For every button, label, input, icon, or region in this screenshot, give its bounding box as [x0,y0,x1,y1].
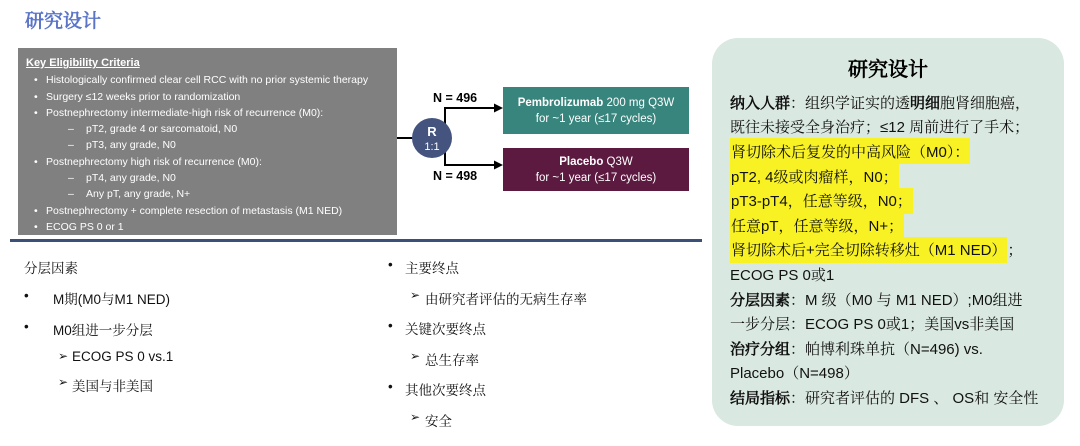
list-item-text: pT3, any grade, N0 [86,139,176,152]
bullet-icon: • [388,318,393,333]
list-item-text: M期(M0与M1 NED) [53,292,170,307]
list-item-text: 安全 [425,413,452,429]
highlighted-text: 任意pT，任意等级，N+； [730,212,904,238]
summary-text: 一步分层：ECOG PS 0或1；美国vs非美国 [730,316,1015,334]
list-item-text: 其他次要终点 [405,383,486,398]
list-item [26,137,389,153]
highlighted-text: pT3-pT4，任意等级，N0； [730,188,913,214]
bullet-icon: • [24,288,29,303]
summary-line [730,188,1046,213]
stratification-items [24,288,173,395]
summary-text: Placebo（N=498） [730,365,859,383]
list-item [26,219,389,235]
summary-line [730,238,1046,263]
summary-line [730,311,1046,336]
endpoints-list [388,257,587,440]
slide-title: 研究设计 [25,11,102,32]
list-item-text: Postnephrectomy high risk of recurrence (M0): [46,155,262,168]
list-item [24,288,173,308]
bullet-icon: • [388,257,393,272]
summary-text: ：研究者评估的 DFS 、 OS和 安全性 [790,389,1039,407]
bullet-icon: • [24,318,29,334]
list-item-text: 主要终点 [405,261,459,276]
bullet-icon: • [34,155,38,168]
bullet-icon: • [34,90,38,103]
summary-line [730,385,1046,410]
drug-dose: 200 mg Q3W [603,96,675,109]
randomization-r-label: R [427,124,437,139]
n-top-label: N = 496 [433,91,478,105]
list-item [24,375,173,395]
summary-text: ； [1007,242,1023,260]
summary-line [730,164,1046,189]
bullet-icon: • [34,74,38,87]
sub-bullet-icon: ➢ [410,409,421,424]
list-item [26,154,389,170]
summary-text: 既往未接受全身治疗；≤12 周前进行了手术； [730,119,1030,137]
sub-bullet-icon: ➢ [58,349,69,363]
list-item-text: 由研究者评估的无病生存率 [425,291,587,307]
eligibility-title: Key Eligibility Criteria [26,57,140,69]
list-item [388,379,587,399]
list-item-text: Any pT, any grade, N+ [86,188,191,201]
summary-text: 结局指标 [730,389,791,407]
summary-line [730,139,1046,164]
list-item-text: ECOG PS 0 or 1 [46,220,124,233]
arm-duration: for ~1 year (≤17 cycles) [535,112,657,125]
eligibility-list [26,72,389,235]
bottom-arm-connector [445,151,494,165]
bullet-icon: • [34,106,38,119]
pembrolizumab-arm-box [503,87,689,134]
sub-bullet-icon: – [68,172,74,185]
arrow-right-icon [494,161,503,170]
list-item [24,349,173,364]
list-item-text: Postnephrectomy intermediate-high risk of recurrence (M0): [46,106,324,119]
endpoints-items [388,257,587,430]
list-item-text: pT4, any grade, N0 [86,172,176,185]
list-item [388,318,587,338]
list-item [388,349,587,369]
highlighted-text: 肾切除术后复发的中高风险（M0）： [730,138,970,164]
list-item-text: Surgery ≤12 weeks prior to randomization [46,90,241,103]
list-item-text: 关键次要终点 [405,322,486,337]
summary-text: 胞肾细胞癌， [940,94,1031,112]
n-bottom-label: N = 498 [433,169,478,183]
arm-line1 [503,154,689,170]
list-item [26,72,389,88]
list-item [26,203,389,219]
sub-bullet-icon: – [68,123,74,136]
summary-text: 纳入人群 [730,94,791,112]
sub-bullet-icon: – [68,139,74,152]
summary-panel-title: 研究设计 [848,59,928,81]
summary-line [730,90,1046,115]
list-item [388,288,587,308]
list-item-text: 总生存率 [425,352,479,368]
eligibility-box [18,48,397,235]
drug-name: Pembrolizumab [517,96,604,109]
list-item-text: M0组进一步分层 [53,322,153,338]
list-item [388,410,587,430]
arrow-right-icon [494,104,503,113]
summary-text: 治疗分组 [730,340,791,358]
summary-panel [712,38,1064,426]
sub-bullet-icon: ➢ [410,348,421,363]
summary-line [730,361,1046,386]
summary-text: 分层因素 [730,291,791,309]
list-item-text: ECOG PS 0 vs.1 [72,349,174,364]
list-item-text: 美国与非美国 [72,378,153,394]
list-item-text: Histologically confirmed clear cell RCC with no prior systemic therapy [46,74,369,87]
bullet-icon: • [34,220,38,233]
arm-line1 [503,95,689,111]
placebo-arm-box [503,148,689,191]
summary-text: ：M 级（M0 与 M1 NED）;M0组进 [790,291,1023,309]
summary-text: 明细 [910,94,941,112]
divider-line [10,239,702,242]
highlighted-text: pT2, 4级或肉瘤样，N0； [730,163,899,189]
sub-bullet-icon: ➢ [58,374,69,389]
summary-text: ECOG PS 0或1 [730,266,835,284]
summary-line [730,213,1046,238]
top-arm-connector [445,108,494,125]
summary-line [730,262,1046,287]
list-item [388,257,587,277]
arm-duration: for ~1 year (≤17 cycles) [535,171,657,184]
sub-bullet-icon: – [68,188,74,201]
sub-bullet-icon: ➢ [410,287,421,302]
list-item-text: Postnephrectomy + complete resection of metastasis (M1 NED) [46,204,343,217]
drug-dose: Q3W [603,155,633,168]
randomization-ratio-label: 1:1 [424,141,440,153]
list-item-text: pT2, grade 4 or sarcomatoid, N0 [86,123,238,136]
summary-line [730,287,1046,312]
stratification-title: 分层因素 [24,261,78,276]
list-item [26,89,389,105]
drug-name: Placebo [559,155,604,168]
list-item [26,105,389,121]
list-item [26,121,389,137]
summary-panel-body [730,90,1046,410]
list-item [26,186,389,202]
summary-text: ：组织学证实的透 [790,94,911,112]
stratification-list [24,257,173,405]
highlighted-text: 肾切除术后+完全切除转移灶（M1 NED） [730,237,1007,263]
summary-line [730,115,1046,140]
summary-text: ：帕博利珠单抗（N=496) vs. [790,340,983,358]
bullet-icon: • [34,204,38,217]
list-item [24,319,173,339]
bullet-icon: • [388,379,393,394]
list-item [26,170,389,186]
summary-line [730,336,1046,361]
